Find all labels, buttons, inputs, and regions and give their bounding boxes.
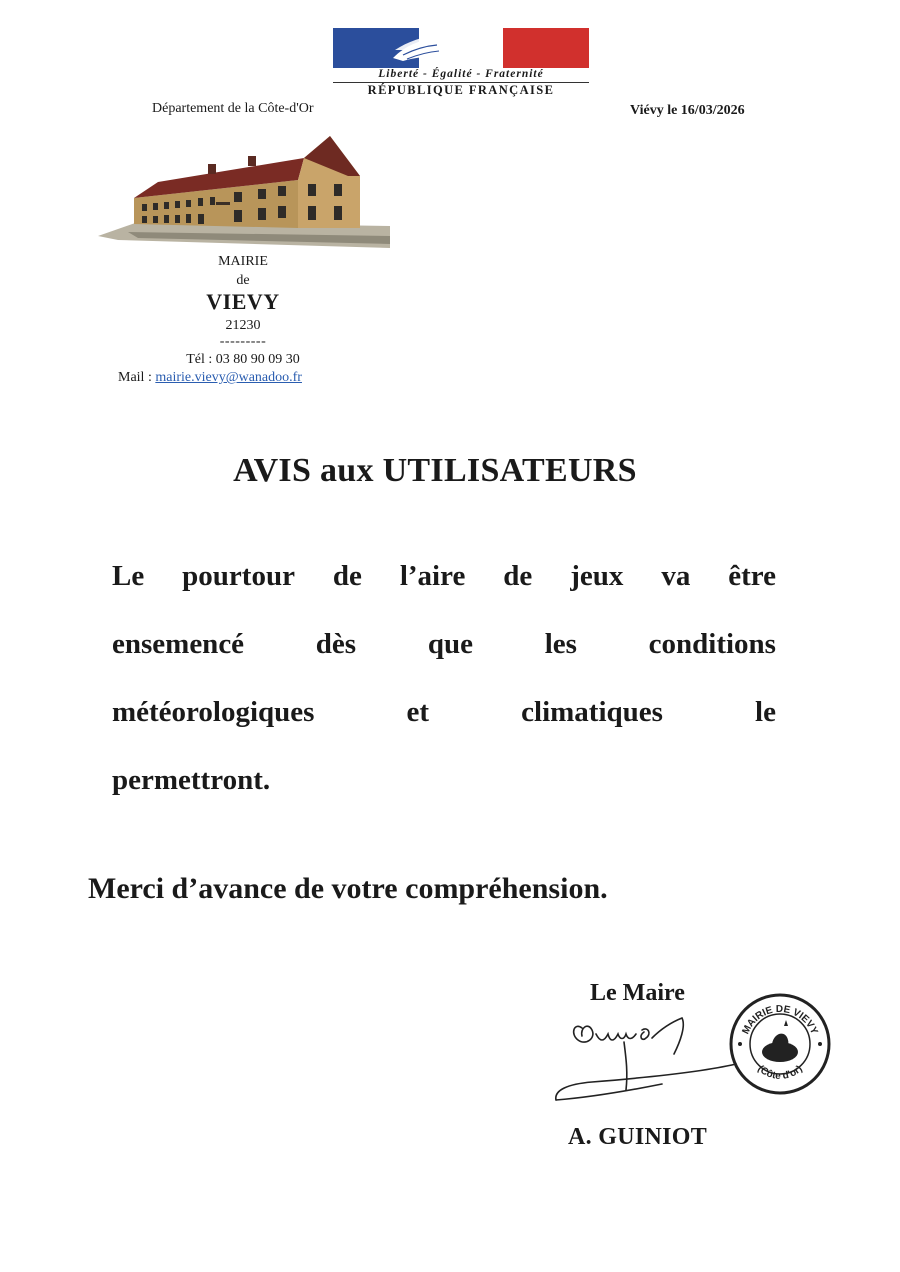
- notice-word: le: [755, 696, 776, 728]
- marianne-logo: [333, 28, 589, 68]
- town-hall-seal: [728, 992, 832, 1096]
- notice-word: et: [406, 696, 430, 728]
- departement-label: Département de la Côte-d'Or: [152, 101, 314, 116]
- notice-word: permettront.: [112, 764, 271, 796]
- republic-name: RÉPUBLIQUE FRANÇAISE: [367, 83, 555, 97]
- notice-word: être: [728, 560, 776, 592]
- handwritten-signature: [552, 1008, 742, 1108]
- thanks-message: Merci d’avance de votre compréhension.: [88, 872, 608, 905]
- mail-line: [118, 370, 302, 386]
- notice-word: que: [427, 628, 473, 660]
- signatory-name: A. GUINIOT: [568, 1124, 708, 1150]
- notice-word: conditions: [648, 628, 776, 660]
- mail-link[interactable]: mairie.vievy@wanadoo.fr: [155, 370, 302, 385]
- notice-title: AVIS aux UTILISATEURS: [233, 452, 637, 489]
- notice-word: météorologiques: [112, 696, 315, 728]
- notice-word: pourtour: [182, 560, 295, 592]
- svg-text:MAIRIE DE VIEVY: [740, 1004, 819, 1036]
- seal-bottom-text: (Côte d'or): [755, 1063, 805, 1082]
- notice-word: l’aire: [399, 560, 466, 592]
- signatory-title: Le Maire: [590, 980, 685, 1006]
- notice-word: ensemencé: [112, 628, 245, 660]
- notice-line: [112, 560, 776, 593]
- notice-word: jeux: [570, 560, 624, 592]
- notice-line: [112, 696, 776, 729]
- town-name: VIEVY: [206, 289, 280, 314]
- notice-word: de: [332, 560, 362, 592]
- notice-word: dès: [315, 628, 357, 660]
- notice-word: climatiques: [521, 696, 663, 728]
- letter-date: Viévy le 16/03/2026: [630, 103, 745, 118]
- notice-word: Le: [112, 560, 145, 592]
- separator-dashes: ---------: [219, 334, 267, 349]
- mairie-de-label: de: [236, 273, 250, 288]
- town-hall-illustration: [98, 136, 390, 252]
- mairie-label: MAIRIE: [218, 254, 268, 269]
- notice-word: va: [661, 560, 691, 592]
- republic-motto: Liberté - Égalité - Fraternité: [378, 68, 544, 80]
- postal-code: 21230: [225, 318, 261, 333]
- seal-text: MAIRIE DE VIEVY: [740, 1003, 820, 1037]
- mail-label: Mail :: [118, 370, 152, 385]
- phone-number: Tél : 03 80 90 09 30: [186, 352, 300, 367]
- svg-text:(Côte d'or): [755, 1064, 804, 1082]
- notice-word: les: [544, 628, 577, 660]
- notice-word: de: [503, 560, 533, 592]
- notice-line: [112, 628, 776, 661]
- notice-line: [112, 764, 776, 797]
